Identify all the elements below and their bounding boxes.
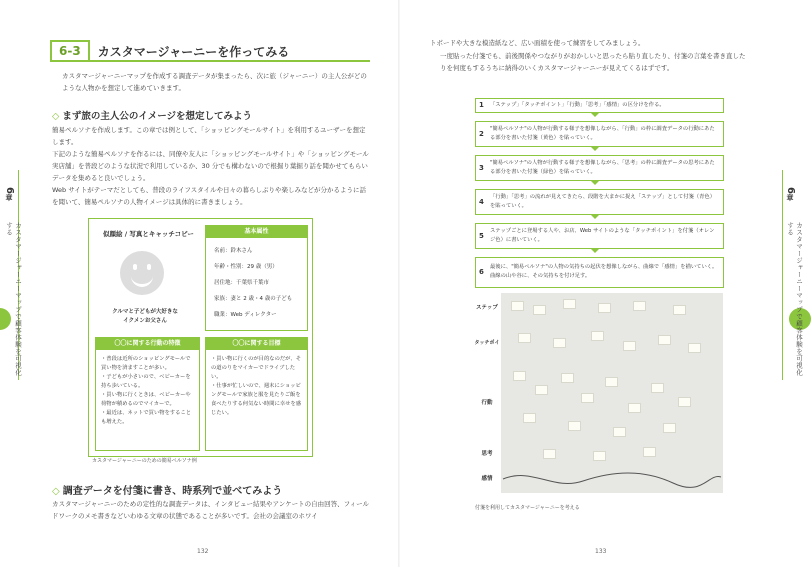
goal-title: 〇〇に関する目標 [206, 338, 307, 350]
persona-card [88, 218, 313, 457]
step-text: 「ステップ」「タッチポイント」「行動」「思考」「感情」の区分けを作る。 [490, 102, 665, 108]
page-number-right: 133 [595, 548, 607, 555]
sticky-note [533, 305, 546, 315]
attr-residence: 居住地：千葉県千葉市 [214, 280, 270, 286]
paragraph-2: 下記のような簡易ペルソナを作るには、同僚や友人に「ショッピングモールサイト」や「ショッピングモール実店舗」を普段どのような状況で利用しているか、30 分でも構わないので根掘り葉掘り話を聞かせてもらいデータを集めると良いでしょう。 [52, 150, 369, 182]
sticky-note [553, 338, 566, 348]
eye-right [147, 264, 151, 270]
sticky-note [535, 385, 548, 395]
emotion-curve-line [503, 473, 721, 487]
step-arrow [590, 146, 600, 151]
paragraph-3: Web サイトがテーマだとしても、普段のライフスタイルや日々の暮らしぶりや楽しみなどが分かるように話を聞いて、簡易ペルソナの人物イメージは具体的に書きましょう。 [52, 186, 367, 206]
row-label-step: ステップ [473, 293, 501, 324]
step-number: 3 [479, 164, 484, 172]
step-4 [475, 189, 724, 215]
step-number: 6 [479, 268, 484, 276]
step-arrow [590, 214, 600, 219]
attr-job: 職業：Web ディレクター [214, 312, 277, 318]
step-text: 「行動」「思考」の流れが見えてきたら、段階を大まかに捉え「ステップ」として付箋（青色）を貼っていく。 [490, 194, 716, 209]
section-heading [50, 40, 289, 62]
row-label-thought: 思考 [473, 443, 501, 466]
step-text: "簡易ペルソナ"の人物が行動する様子を想像しながら、「行動」の枠に調査データの行動にあたる部分を書いた付箋（黄色）を貼っていく。 [490, 126, 715, 141]
goal-item: ・仕事が忙しいので、週末にショッピングモールで家族と服を見たりご飯を食べたりする何気ない時間に幸せを感じたい。 [211, 383, 302, 416]
step-number: 2 [479, 130, 484, 138]
goal-box [205, 337, 308, 451]
diamond-icon: ◇ [52, 111, 60, 122]
sticky-note [658, 335, 671, 345]
subhead-sticky-text: 調査データを付箋に書き、時系列で並べてみよう [62, 486, 283, 497]
action-box [95, 337, 200, 451]
chapter-number-right [785, 187, 796, 201]
action-item: ・普段は近所のショッピングモールで買い物を済ますことが多い。 [101, 356, 191, 371]
step-text: ステップごとに登場する人や、お店、Web サイトのような「タッチポイント」を付箋（オレンジ色）に書いていく。 [490, 228, 715, 243]
sticky-note [598, 303, 611, 313]
subhead-persona-text: まず旅の主人公のイメージを想定してみよう [62, 111, 253, 122]
sticky-note [613, 427, 626, 437]
sticky-note-photo [473, 293, 723, 493]
portrait-title: 似顔絵 / 写真とキャッチコピー [103, 230, 194, 238]
attribute-box [205, 225, 308, 331]
sticky-note [643, 447, 656, 457]
sticky-note [561, 373, 574, 383]
step-number: 1 [479, 101, 484, 109]
goal-item: ・買い物に行くのが目的なのだが、その道のりをマイカーでドライブしたい。 [211, 356, 302, 380]
sticky-note [543, 449, 556, 459]
row-label-touchpoint: タッチポイ [473, 323, 501, 364]
section-title: カスタマージャーニーを作ってみる [97, 44, 290, 59]
action-title: 〇〇に関する行動の特徴 [96, 338, 199, 350]
step-1 [475, 98, 724, 113]
sticky-note [628, 403, 641, 413]
step-arrow [590, 248, 600, 253]
catch-copy: クルマと子どもが大好きな イクメンお父さん [112, 309, 178, 324]
step-number: 5 [479, 232, 484, 240]
action-item: ・子どもが小さいので、ベビーカーを持ち歩いている。 [101, 374, 191, 389]
attr-family: 家族：妻と 2 歳・4 歳の子ども [214, 296, 293, 302]
chapter-num: 6 [4, 187, 15, 194]
sticky-note [581, 393, 594, 403]
right-paragraph-2: 一度貼った付箋でも、前後関係やつながりがおかしいと思ったら貼り直したり、付箋の言葉を書き直したりを何度もするうちに納得のいくカスタマージャーニーが見えてくるはずです。 [440, 52, 746, 72]
left-page [0, 0, 400, 567]
subhead-persona [52, 108, 252, 122]
sticky-note [511, 301, 524, 311]
action-item: ・最近は、ネットで買い物をすることも増えた。 [101, 410, 192, 425]
diamond-icon: ◇ [52, 486, 60, 497]
emotion-curve [503, 465, 723, 493]
chapter-number-left [4, 187, 15, 201]
page-number-left: 132 [197, 548, 209, 555]
sticky-note [591, 331, 604, 341]
sticky-note [513, 371, 526, 381]
photo-caption: 付箋を利用してカスタマージャーニーを考える [475, 505, 580, 511]
subhead-sticky [52, 482, 282, 497]
sticky-note [563, 299, 576, 309]
mouth [131, 271, 153, 287]
paragraph-4: カスタマージャーニーのための定性的な調査データは、インタビュー結果やアンケートの自由回答、フィールドワークのメモ書きなどいわゆる文章の状態であることが多いです。会社の会議室のホワイ [52, 500, 369, 520]
action-list [101, 355, 195, 427]
sticky-note [593, 451, 606, 461]
step-arrow [590, 180, 600, 185]
section-underline [50, 60, 370, 62]
chapter-unit: 章 [5, 193, 13, 201]
sticky-note [623, 341, 636, 351]
sticky-note [688, 343, 701, 353]
step-text: "簡易ペルソナ"の人物が行動する様子を想像しながら、「思考」の枠に調査データの思考にあたる部分を書いた付箋（緑色）を貼っていく。 [490, 160, 715, 175]
section-number: 6-3 [50, 40, 90, 62]
sticky-note [678, 397, 691, 407]
chapter-title-right: カスタマージャーニーマップで顧客体験を可視化する [786, 222, 803, 376]
step-5 [475, 223, 724, 249]
chapter-num: 6 [785, 187, 796, 194]
sticky-note [663, 423, 676, 433]
sticky-note [651, 383, 664, 393]
sticky-note [568, 421, 581, 431]
right-paragraph-1: トボードや大きな模造紙など、広い面積を使って練習をしてみましょう。 [430, 39, 645, 47]
action-item: ・買い物に行くときは、ベビーカーや荷物が積めるのでマイカーで。 [101, 392, 191, 407]
sticky-note [518, 333, 531, 343]
chapter-unit: 章 [786, 193, 794, 201]
row-label-emotion: 感情 [473, 465, 501, 493]
persona-caption: カスタマージャーニーのための簡易ペルソナ例 [92, 458, 197, 464]
eye-left [133, 264, 137, 270]
chapter-title-left: カスタマージャーニーマップで顧客体験を可視化する [5, 222, 22, 376]
attribute-title: 基本属性 [206, 226, 307, 238]
step-3 [475, 155, 724, 181]
step-arrow [590, 112, 600, 117]
step-6 [475, 257, 724, 288]
attr-age: 年齢・性別：29 歳（男） [214, 264, 278, 270]
attr-name: 名前：鈴木さん [214, 248, 253, 254]
sticky-note [605, 377, 618, 387]
step-number: 4 [479, 198, 484, 206]
paragraph-1: 簡易ペルソナを作成します。この章では例として、「ショッピングモールサイト」を利用するユーザーを想定します。 [52, 126, 366, 146]
row-label-action: 行動 [473, 363, 501, 444]
step-2 [475, 121, 724, 147]
intro-paragraph: カスタマージャーニーマップを作成する調査データが集まったら、次に旅（ジャーニー）の主人公がどのような人物かを想定して進めていきます。 [62, 72, 367, 92]
sticky-note [523, 413, 536, 423]
sticky-note [673, 305, 686, 315]
smiley-face-icon [120, 251, 164, 295]
step-text: 最後に、"簡易ペルソナ"の人物の気持ちの起伏を想像しながら、曲線で「感情」を描いていく。曲線の山や谷に、その気持ちを付け足す。 [490, 264, 718, 279]
sticky-note [633, 301, 646, 311]
goal-list [211, 355, 303, 418]
